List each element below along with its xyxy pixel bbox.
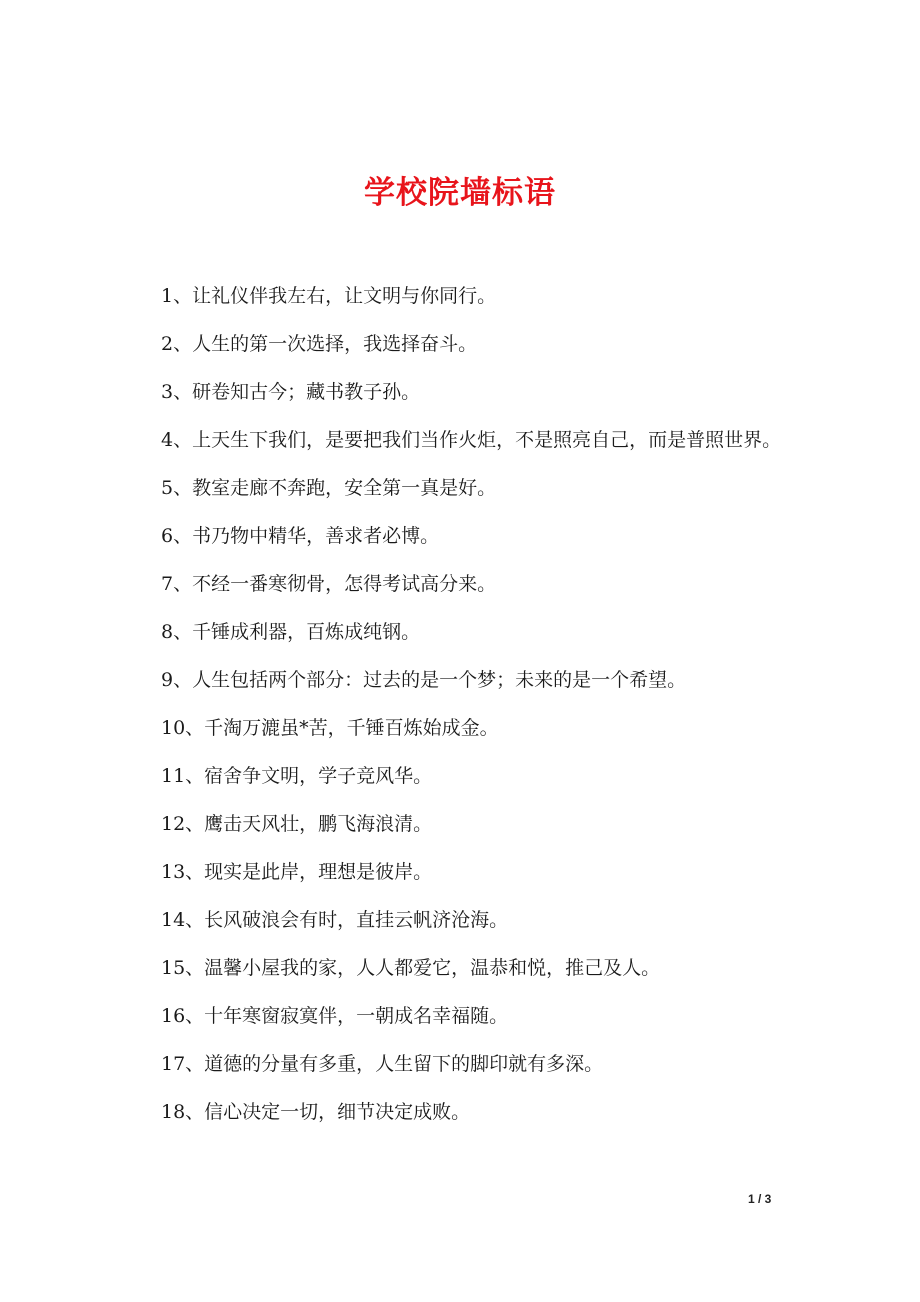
list-item: 17、道德的分量有多重，人生留下的脚印就有多深。 — [161, 1053, 604, 1075]
list-item: 11、宿舍争文明，学子竞风华。 — [161, 765, 433, 787]
list-item: 14、长风破浪会有时，直挂云帆济沧海。 — [161, 909, 509, 931]
page-title: 学校院墙标语 — [364, 174, 556, 211]
list-item: 8、千锤成利器，百炼成纯钢。 — [161, 621, 421, 643]
list-item: 18、信心决定一切，细节决定成败。 — [161, 1101, 471, 1123]
list-item: 12、鹰击天风壮，鹏飞海浪清。 — [161, 813, 433, 835]
list-item: 2、人生的第一次选择，我选择奋斗。 — [161, 333, 478, 355]
list-item: 5、教室走廊不奔跑，安全第一真是好。 — [161, 477, 497, 499]
list-item: 10、千淘万漉虽*苦，千锤百炼始成金。 — [161, 717, 499, 739]
list-item: 9、人生包括两个部分：过去的是一个梦；未来的是一个希望。 — [161, 669, 687, 691]
list-item: 1、让礼仪伴我左右，让文明与你同行。 — [161, 285, 497, 307]
page-number: 1 / 3 — [748, 1192, 772, 1206]
list-item: 3、研卷知古今；藏书教子孙。 — [161, 381, 421, 403]
slogan-list — [141, 280, 786, 1144]
list-item: 16、十年寒窗寂寞伴，一朝成名幸福随。 — [161, 1005, 509, 1027]
list-item: 6、书乃物中精华，善求者必博。 — [161, 525, 440, 547]
list-item: 13、现实是此岸，理想是彼岸。 — [161, 861, 433, 883]
list-item: 4、上天生下我们，是要把我们当作火炬，不是照亮自己，而是普照世界。 — [161, 429, 782, 451]
list-item: 15、温馨小屋我的家，人人都爱它，温恭和悦，推己及人。 — [161, 957, 661, 979]
list-item: 7、不经一番寒彻骨，怎得考试高分来。 — [161, 573, 497, 595]
